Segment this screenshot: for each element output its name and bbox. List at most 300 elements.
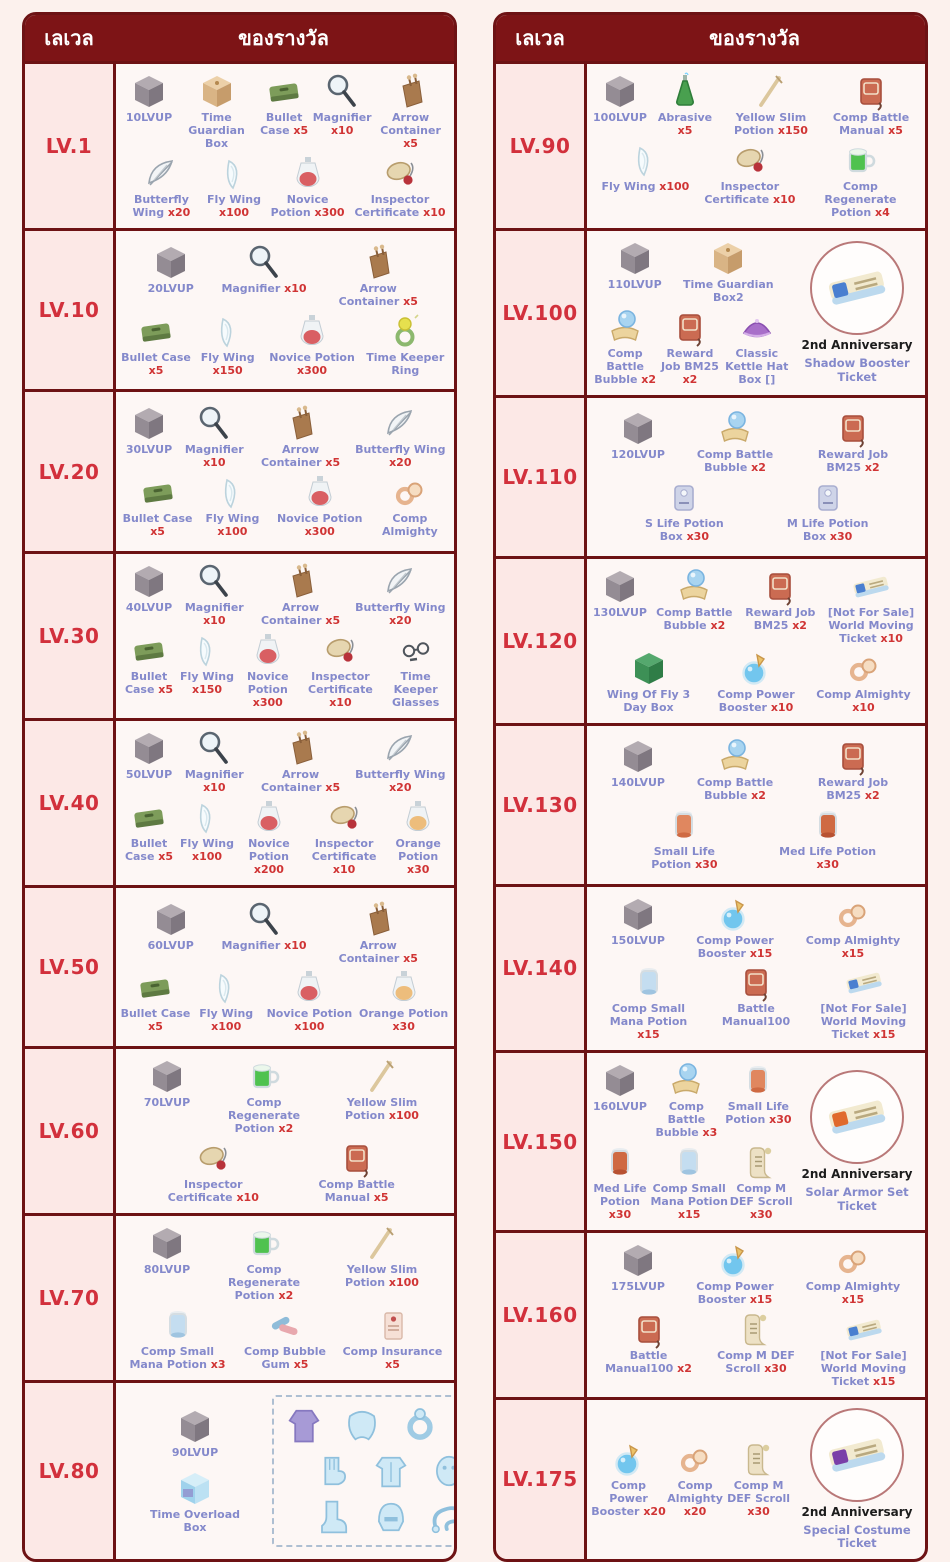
- lvup-box-icon: [151, 243, 191, 283]
- reward-item: [591, 1061, 649, 1114]
- table-row: [496, 61, 925, 228]
- item-label: Fly Wing x100: [207, 192, 261, 219]
- potion-red-icon: [288, 154, 328, 194]
- item-label: 130LVUP: [593, 605, 647, 619]
- item-label: Fly Wing x100: [601, 179, 690, 193]
- booster-blue-icon: [736, 649, 776, 689]
- reward-item: [328, 900, 428, 966]
- preview-row: [282, 1449, 457, 1493]
- item-qty: x15: [869, 1028, 896, 1042]
- anniversary-ticket: [795, 1070, 921, 1213]
- reward-item: [343, 1306, 443, 1372]
- item-qty: x5: [399, 294, 418, 308]
- item-qty: x10: [330, 123, 354, 137]
- table-row: [25, 1213, 454, 1380]
- reward-item: [634, 806, 734, 872]
- item-qty: x20: [639, 1504, 666, 1518]
- item-qty: x2: [682, 372, 698, 386]
- item-label: Comp Small Mana Potion x15: [650, 1182, 728, 1222]
- reward-lines: [120, 1057, 450, 1205]
- item-qty: x5: [399, 951, 418, 965]
- item-qty: x100: [217, 525, 248, 539]
- quiver-icon: [391, 72, 431, 112]
- reward-item: [814, 963, 914, 1042]
- reward-item: [729, 1143, 793, 1222]
- reward-item: [685, 1241, 785, 1307]
- item-qty: x100: [294, 1020, 325, 1034]
- item-label: Arrow Container x5: [338, 281, 418, 308]
- reward-item: [203, 154, 265, 220]
- glasses-icon: [396, 631, 436, 671]
- ice-box-icon: [175, 1469, 215, 1509]
- item-label: Arrow Container x5: [338, 938, 418, 965]
- item-label: Novice Potion x200: [248, 836, 290, 876]
- red-book-icon: [736, 963, 776, 1003]
- lvup-box-icon: [147, 1057, 187, 1097]
- table-header: [496, 15, 925, 61]
- item-qty: x10: [232, 1191, 259, 1205]
- reward-lines: [120, 729, 450, 877]
- item-label: Orange Potion x30: [359, 1007, 449, 1034]
- reward-line: [591, 478, 921, 544]
- item-label: Comp Battle Bubble x2: [696, 448, 774, 475]
- lvup-box-icon: [615, 239, 655, 279]
- reward-item: [357, 968, 450, 1034]
- ice-mask-icon: [427, 1449, 457, 1493]
- level-cell: LV.140: [496, 887, 587, 1051]
- item-label: Comp M DEF Scroll x30: [727, 1479, 791, 1518]
- item-label: Comp Battle Bubble x2: [696, 776, 774, 803]
- rings-peach-icon: [390, 473, 430, 513]
- reward-item: [214, 1057, 314, 1136]
- reward-item: [659, 308, 720, 387]
- table-row: [25, 1380, 454, 1559]
- item-qty: x15: [678, 1208, 701, 1222]
- reward-item: [649, 567, 740, 633]
- item-label: Comp M DEF Scroll x30: [729, 1182, 793, 1222]
- potion-red-icon: [248, 631, 288, 671]
- item-label: Comp Power Booster x20: [591, 1479, 666, 1518]
- item-qty: x15: [745, 946, 773, 960]
- reward-table-left: [22, 12, 457, 1562]
- item-qty: x150: [774, 123, 808, 137]
- red-book-icon: [670, 308, 710, 348]
- item-qty: x2: [637, 372, 657, 386]
- item-qty: x5: [154, 849, 174, 863]
- fly-wing-icon: [212, 473, 252, 513]
- item-qty: x15: [869, 1375, 896, 1389]
- item-label: Orange Potion x30: [395, 836, 441, 876]
- reward-item: [599, 963, 699, 1042]
- quiver-icon: [358, 243, 398, 283]
- quiver-icon: [281, 562, 321, 602]
- hat-purple-icon: [737, 308, 777, 348]
- item-label: Bullet Case x5: [120, 1007, 191, 1034]
- reward-lines: [120, 1224, 450, 1372]
- item-label: Small Life Potion x30: [725, 1100, 792, 1127]
- item-qty: x20: [389, 780, 412, 794]
- reward-item: [307, 1139, 407, 1205]
- orb-book-icon: [666, 1061, 706, 1101]
- item-label: Comp Regenerate Potion x4: [824, 179, 897, 219]
- preview-source-items: [120, 1407, 270, 1536]
- reward-item: [120, 562, 178, 615]
- reward-cell: [116, 64, 454, 228]
- reward-lines: [591, 567, 921, 715]
- item-qty: x150: [212, 363, 243, 377]
- reward-cell: [587, 1233, 925, 1397]
- reward-item: [251, 729, 351, 795]
- reward-lines: [120, 239, 450, 382]
- reward-cell: [587, 398, 925, 556]
- reward-item: [609, 895, 667, 948]
- reward-item: [591, 1143, 649, 1222]
- reward-item: [163, 1139, 263, 1205]
- lvup-box-icon: [129, 404, 169, 444]
- fly-wing-icon: [625, 141, 665, 181]
- anniversary-label: Special Costume Ticket: [803, 1522, 911, 1551]
- reward-line: [120, 1057, 450, 1136]
- level-cell: LV.20: [25, 392, 116, 551]
- anniversary-title: 2nd Anniversary: [801, 338, 913, 353]
- item-qty: x5: [321, 613, 341, 627]
- ice-whip-icon: [427, 1495, 457, 1539]
- reward-item: [251, 404, 351, 470]
- reward-column-header: ของรางวัล: [709, 26, 800, 50]
- item-label: Comp Battle Manual x5: [832, 111, 910, 137]
- pouch-box-icon: [808, 478, 848, 518]
- reward-item: [178, 729, 251, 795]
- item-qty: x5: [884, 123, 903, 137]
- reward-cell: [116, 392, 454, 551]
- reward-line: [591, 1143, 793, 1222]
- item-qty: x5: [369, 1191, 389, 1205]
- certificate-icon: [193, 1139, 233, 1179]
- item-label: Inspector Certificate x10: [354, 192, 446, 219]
- reward-line: [591, 737, 921, 803]
- lvup-box-icon: [175, 1407, 215, 1447]
- item-qty: x300: [252, 695, 283, 709]
- item-label: [Not For Sale] World Moving Ticket x15: [820, 1349, 907, 1389]
- mug-green-icon: [244, 1057, 284, 1097]
- item-label: Arrow Container x5: [260, 443, 341, 470]
- reward-item: [381, 631, 450, 710]
- level-cell: LV.1: [25, 64, 116, 228]
- reward-line: [120, 154, 450, 220]
- item-label: Yellow Slim Potion x150: [734, 111, 808, 137]
- bullet-case-icon: [136, 312, 176, 352]
- reward-line: [120, 631, 450, 710]
- reward-item: [599, 649, 699, 715]
- item-label: Magnifier x10: [221, 938, 307, 952]
- magnifier-icon: [244, 243, 284, 283]
- reward-line: [591, 1061, 793, 1140]
- potion-orange-icon: [398, 798, 438, 838]
- item-qty: x30: [608, 1208, 632, 1222]
- rings-peach-icon: [833, 1241, 873, 1281]
- table-row: [496, 884, 925, 1051]
- ice-cloak-icon: [340, 1403, 384, 1447]
- reward-line: [120, 798, 450, 877]
- reward-item: [263, 312, 360, 378]
- magnifier-icon: [322, 72, 362, 112]
- slim-stick-icon: [751, 72, 791, 112]
- reward-item: [706, 963, 806, 1029]
- item-qty: x2: [788, 618, 807, 632]
- reward-item: [803, 409, 903, 475]
- reward-item: [666, 1440, 724, 1519]
- reward-item: [351, 404, 450, 470]
- potion-red-icon: [292, 312, 332, 352]
- item-label: 20LVUP: [147, 281, 194, 295]
- lvup-box-icon: [618, 895, 658, 935]
- reward-line: [120, 72, 450, 151]
- item-label: Fly Wing x150: [200, 350, 255, 377]
- level-cell: LV.10: [25, 231, 116, 390]
- item-qty: x200: [253, 862, 284, 876]
- potion-orange-icon: [384, 968, 424, 1008]
- reward-item: [609, 1241, 667, 1294]
- reward-lines: [591, 406, 921, 548]
- level-cell: LV.40: [25, 721, 116, 885]
- reward-item: [778, 806, 878, 872]
- item-qty: x300: [296, 363, 328, 377]
- reward-cell: [116, 554, 454, 718]
- item-label: Comp Battle Manual x5: [318, 1178, 395, 1205]
- booster-blue-icon: [609, 1440, 649, 1480]
- item-qty: x30: [682, 530, 709, 544]
- reward-item: [166, 1407, 224, 1460]
- reward-item: [649, 1143, 729, 1222]
- item-qty: x10: [419, 205, 446, 219]
- bullet-case-icon: [264, 72, 304, 112]
- item-label: Time Guardian Box: [188, 111, 245, 150]
- item-label: Butterfly Wing x20: [355, 443, 446, 470]
- table-row: [25, 551, 454, 718]
- fly-wing-icon: [206, 968, 246, 1008]
- item-qty: x10: [876, 631, 903, 645]
- item-label: Comp Almighty x20: [667, 1479, 723, 1518]
- certificate-icon: [324, 798, 364, 838]
- reward-item: [685, 409, 785, 475]
- fly-wing-icon: [187, 798, 227, 838]
- level-cell: LV.60: [25, 1049, 116, 1213]
- reward-item: [313, 72, 371, 138]
- level-cell: LV.90: [496, 64, 587, 228]
- bullet-case-icon: [135, 968, 175, 1008]
- lvup-box-icon: [600, 1061, 640, 1101]
- anniversary-title: 2nd Anniversary: [801, 1167, 913, 1182]
- reward-item: [821, 72, 921, 138]
- certificate-icon: [320, 631, 360, 671]
- reward-line: [120, 562, 450, 628]
- ice-heels-icon: [456, 1403, 457, 1447]
- booster-blue-icon: [715, 1241, 755, 1281]
- item-qty: x4: [871, 205, 890, 219]
- reward-item: [221, 243, 306, 296]
- reward-item: [599, 1310, 699, 1376]
- reward-item: [302, 798, 387, 877]
- item-label: 110LVUP: [607, 277, 662, 291]
- item-qty: x5: [148, 1020, 163, 1034]
- reward-line: [591, 239, 793, 305]
- item-label: Abrasive x5: [657, 111, 713, 137]
- reward-line: [120, 968, 450, 1034]
- reward-cell: [116, 721, 454, 885]
- reward-item: [740, 567, 821, 633]
- reward-item: [591, 308, 659, 387]
- table-row: [25, 228, 454, 390]
- ice-boot-icon: [311, 1495, 355, 1539]
- bullet-case-icon: [138, 473, 178, 513]
- reward-line: [591, 963, 921, 1042]
- reward-cell: [116, 1049, 454, 1213]
- reward-item: [370, 473, 450, 539]
- item-label: Comp Small Mana Potion x15: [609, 1002, 688, 1042]
- paper-pink-icon: [373, 1306, 413, 1346]
- reward-line: [120, 243, 450, 309]
- item-label: 50LVUP: [125, 767, 173, 781]
- reward-item: [192, 312, 263, 378]
- table-row: [25, 718, 454, 885]
- reward-item: [265, 154, 350, 220]
- item-label: Butterfly Wing x20: [132, 192, 191, 219]
- ticket-blue-icon: [844, 1310, 884, 1350]
- scroll-icon: [736, 1310, 776, 1350]
- item-label: 120LVUP: [611, 448, 665, 462]
- certificate-icon: [380, 154, 420, 194]
- reward-item: [261, 968, 357, 1034]
- pouch-box-icon: [664, 478, 704, 518]
- reward-line: [591, 567, 921, 646]
- item-qty: x10: [203, 456, 226, 470]
- reward-item: [602, 141, 690, 194]
- reward-line: [591, 409, 921, 475]
- reward-cell: [116, 888, 454, 1047]
- reward-line: [591, 72, 921, 138]
- anniversary-ticket: [795, 241, 921, 384]
- red-book-icon: [760, 567, 800, 607]
- level-cell: LV.150: [496, 1053, 587, 1230]
- anniversary-label: Solar Armor Set Ticket: [805, 1185, 909, 1213]
- item-label: Fly Wing x150: [180, 669, 234, 696]
- item-qty: x2: [861, 461, 880, 475]
- reward-item: [351, 729, 450, 795]
- reward-line: [120, 900, 450, 966]
- level-cell: LV.160: [496, 1233, 587, 1397]
- item-label: Classic Kettle Hat Box []: [725, 346, 789, 386]
- reward-line: [120, 729, 450, 795]
- table-row: [25, 389, 454, 551]
- reward-item: [609, 737, 667, 790]
- reward-item: [142, 243, 200, 296]
- item-label: Reward Job BM25 x2: [817, 448, 889, 475]
- lvup-box-icon: [618, 737, 658, 777]
- reward-table-right: [493, 12, 928, 1562]
- reward-item: [685, 737, 785, 803]
- table-row: [496, 1050, 925, 1230]
- item-label: Med Life Potion x30: [779, 845, 877, 871]
- anniversary-title: 2nd Anniversary: [801, 1505, 913, 1520]
- reward-lines: [591, 895, 921, 1043]
- reward-item: [803, 895, 903, 961]
- table-row: [496, 228, 925, 395]
- item-qty: x5: [385, 1357, 400, 1371]
- level-cell: LV.110: [496, 398, 587, 556]
- booster-blue-icon: [715, 895, 755, 935]
- reward-item: [606, 239, 664, 292]
- reward-item: [195, 473, 270, 539]
- slim-stick-icon: [362, 1224, 402, 1264]
- item-qty: x10: [766, 700, 794, 714]
- reward-lines: [120, 562, 450, 710]
- item-label: Bullet Case x5: [260, 111, 309, 137]
- level-cell: LV.175: [496, 1400, 587, 1559]
- reward-line: [591, 649, 921, 715]
- item-qty: x2: [747, 461, 766, 475]
- reward-lines: [591, 1440, 793, 1519]
- item-label: Comp Battle Bubble x3: [655, 1100, 718, 1140]
- item-qty: x5: [321, 456, 341, 470]
- item-qty: x30: [392, 1020, 415, 1034]
- item-qty: x30: [691, 858, 718, 871]
- table-header: [25, 15, 454, 61]
- reward-line: [120, 1139, 450, 1205]
- green-cube-icon: [629, 649, 669, 689]
- item-label: Yellow Slim Potion x100: [345, 1096, 419, 1123]
- orb-book-icon: [715, 737, 755, 777]
- item-qty: x10: [280, 281, 307, 295]
- item-label: Comp Power Booster x10: [717, 687, 795, 714]
- reward-cell: [587, 887, 925, 1051]
- reward-item: [214, 1224, 314, 1303]
- item-qty: x20: [683, 1504, 707, 1518]
- item-qty: x300: [310, 205, 345, 219]
- reward-item: [270, 473, 370, 539]
- item-label: Magnifier x10: [184, 601, 244, 627]
- item-label: Comp Almighty x15: [805, 933, 901, 960]
- item-qty: x10: [329, 695, 352, 709]
- lvup-box-icon: [129, 72, 169, 112]
- reward-item: [120, 473, 195, 539]
- item-label: S Life Potion Box x30: [645, 517, 724, 544]
- fly-wing-icon: [187, 631, 227, 671]
- reward-item: [803, 737, 903, 803]
- reward-item: [678, 239, 778, 305]
- item-label: Bullet Case x5: [122, 512, 193, 539]
- item-label: Fly Wing x100: [199, 1007, 254, 1034]
- reward-cell: [116, 1216, 454, 1380]
- item-qty: x10: [203, 613, 226, 627]
- item-label: Magnifier x10: [184, 767, 244, 794]
- item-label: Arrow Container x5: [260, 767, 341, 794]
- item-qty: x2: [274, 1122, 294, 1136]
- reward-item: [178, 798, 236, 864]
- level-cell: LV.30: [25, 554, 116, 718]
- item-label: Fly Wing x100: [180, 836, 234, 863]
- item-qty: x30: [406, 862, 430, 876]
- reward-item: [178, 404, 251, 470]
- item-label: Arrow Container x5: [260, 601, 341, 627]
- ice-robe-icon: [282, 1403, 326, 1447]
- orb-book-icon: [674, 567, 714, 607]
- reward-cell: [587, 726, 925, 884]
- level-column-header: เลเวล: [515, 26, 565, 50]
- reward-item: [591, 72, 649, 125]
- reward-item: [724, 1440, 793, 1519]
- ice-armor-icon: [369, 1449, 413, 1493]
- item-qty: x100: [218, 205, 250, 219]
